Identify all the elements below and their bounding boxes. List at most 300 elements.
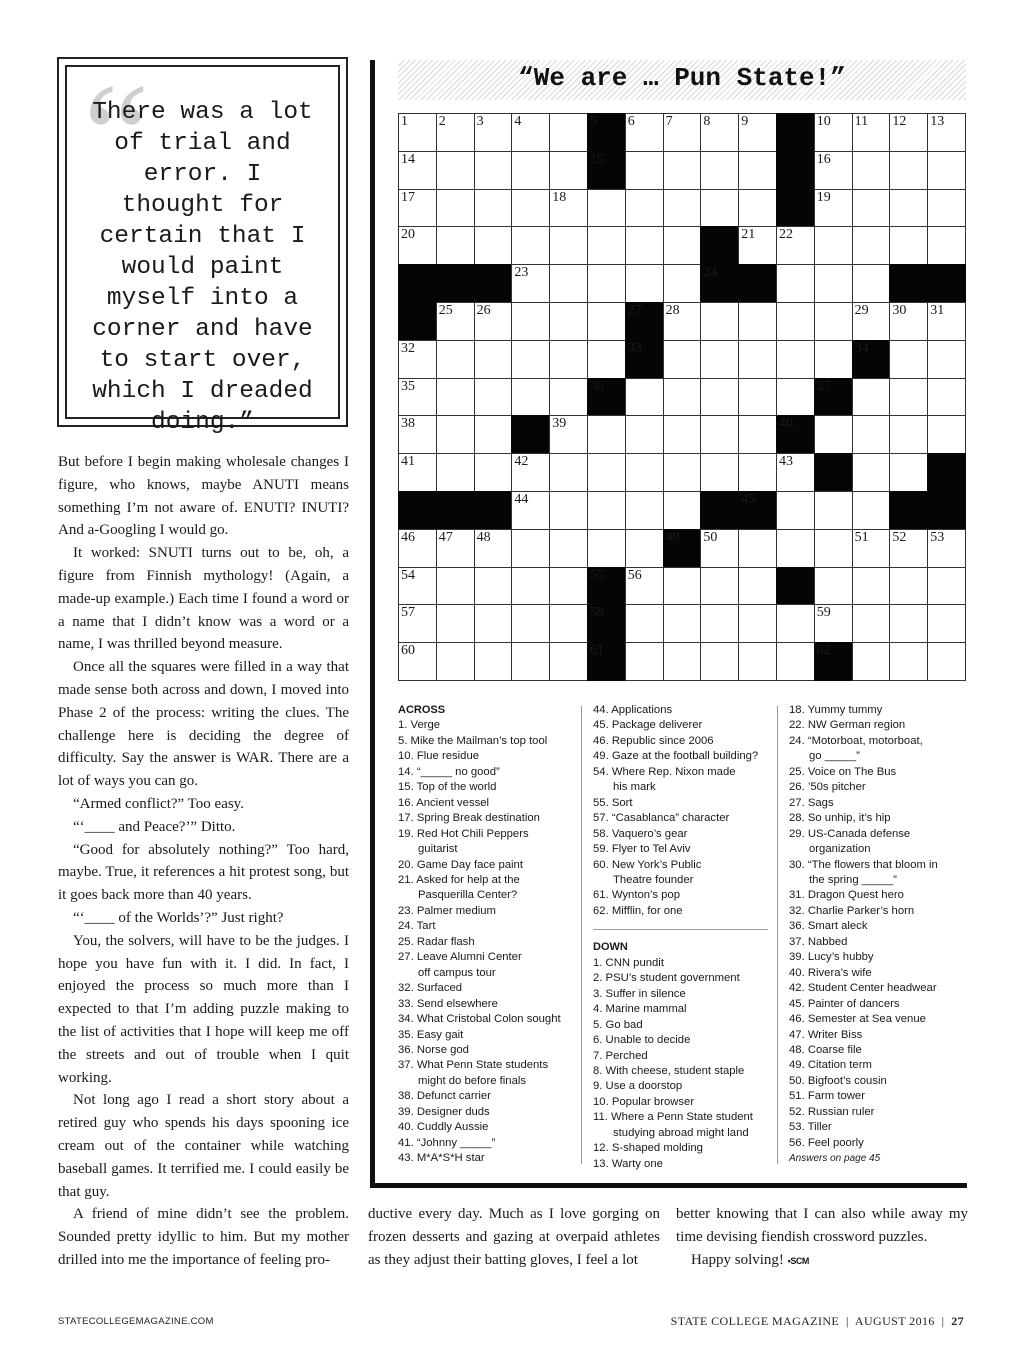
grid-cell[interactable] <box>814 567 853 606</box>
grid-cell[interactable] <box>852 113 891 152</box>
grid-cell[interactable] <box>738 151 777 190</box>
grid-cell[interactable] <box>852 378 891 417</box>
clue: 22. NW German region <box>789 719 906 732</box>
grid-cell[interactable] <box>852 491 891 530</box>
clue-continuation: the spring _____” <box>809 873 897 886</box>
clue: 38. Defunct carrier <box>398 1090 491 1103</box>
grid-cell[interactable] <box>436 113 475 152</box>
clue-number: 4 <box>514 114 522 129</box>
clue-number: 50 <box>703 529 718 545</box>
grid-cell[interactable] <box>398 604 437 643</box>
clue: 1. CNN pundit <box>593 956 664 969</box>
clue-number: 24 <box>703 265 718 281</box>
grid-cell[interactable] <box>587 264 626 303</box>
clue-number: 35 <box>401 378 415 394</box>
grid-cell[interactable] <box>927 604 966 643</box>
grid-cell[interactable] <box>927 378 966 417</box>
clue: 5. Mike the Mailman’s top tool <box>398 734 548 747</box>
grid-cell[interactable] <box>625 604 664 643</box>
grid-cell[interactable] <box>889 340 928 379</box>
grid-cell[interactable] <box>398 226 437 265</box>
grid-cell[interactable] <box>700 529 739 568</box>
grid-cell[interactable] <box>738 226 777 265</box>
black-square <box>663 529 702 568</box>
grid-cell[interactable] <box>398 151 437 190</box>
grid-cell[interactable] <box>700 113 739 152</box>
grid-cell[interactable] <box>776 378 815 417</box>
clue-number: 36 <box>590 378 604 394</box>
black-square <box>814 453 853 492</box>
grid-cell[interactable] <box>511 340 550 379</box>
grid-cell[interactable] <box>398 378 437 417</box>
grid-cell[interactable] <box>549 189 588 228</box>
grid-cell[interactable] <box>398 340 437 379</box>
grid-cell[interactable] <box>776 491 815 530</box>
clue: 10. Popular browser <box>593 1095 695 1108</box>
grid-cell[interactable] <box>814 151 853 190</box>
end-mark: •SCM <box>787 1255 809 1266</box>
grid-cell[interactable] <box>436 340 475 379</box>
grid-cell[interactable] <box>852 302 891 341</box>
grid-cell[interactable] <box>852 264 891 303</box>
grid-cell[interactable] <box>474 453 513 492</box>
puzzle-title-bar <box>398 60 966 100</box>
black-square <box>814 378 853 417</box>
grid-cell[interactable] <box>927 151 966 190</box>
clue-continuation: guitarist <box>418 843 458 856</box>
black-square <box>776 113 815 152</box>
grid-cell[interactable] <box>889 642 928 681</box>
grid-cell[interactable] <box>625 378 664 417</box>
grid-cell[interactable] <box>663 302 702 341</box>
crossword-grid <box>398 113 965 680</box>
grid-cell[interactable] <box>398 529 437 568</box>
clue-number: 48 <box>476 529 491 545</box>
grid-cell[interactable] <box>663 340 702 379</box>
clue-number: 41 <box>401 454 415 470</box>
grid-cell[interactable] <box>889 567 928 606</box>
grid-cell[interactable] <box>511 529 550 568</box>
grid-cell[interactable] <box>814 415 853 454</box>
black-square <box>776 189 815 228</box>
black-square <box>398 491 437 530</box>
grid-cell[interactable] <box>738 642 777 681</box>
grid-cell[interactable] <box>738 415 777 454</box>
grid-cell[interactable] <box>549 113 588 152</box>
grid-cell[interactable] <box>511 567 550 606</box>
grid-cell[interactable] <box>549 415 588 454</box>
grid-cell[interactable] <box>587 453 626 492</box>
clue-number: 20 <box>401 227 415 243</box>
grid-cell[interactable] <box>474 226 513 265</box>
grid-cell[interactable] <box>436 604 475 643</box>
grid-cell[interactable] <box>738 378 777 417</box>
clue: 56. Feel poorly <box>789 1136 864 1149</box>
black-square <box>889 264 928 303</box>
clue-continuation: go _____” <box>809 750 860 763</box>
grid-cell[interactable] <box>474 189 513 228</box>
grid-cell[interactable] <box>474 340 513 379</box>
grid-cell[interactable] <box>776 226 815 265</box>
grid-cell[interactable] <box>814 491 853 530</box>
grid-cell[interactable] <box>663 491 702 530</box>
grid-cell[interactable] <box>511 113 550 152</box>
clue: 15. Top of the world <box>398 781 497 794</box>
grid-cell[interactable] <box>738 113 777 152</box>
clue: 32. Surfaced <box>398 982 463 995</box>
grid-cell[interactable] <box>549 378 588 417</box>
clue-number: 27 <box>627 303 642 318</box>
grid-cell[interactable] <box>663 378 702 417</box>
grid-cell[interactable] <box>549 453 588 492</box>
grid-cell[interactable] <box>511 189 550 228</box>
grid-cell[interactable] <box>889 604 928 643</box>
grid-cell[interactable] <box>663 453 702 492</box>
clue: 45. Painter of dancers <box>789 997 900 1010</box>
clue-number: 34 <box>854 340 869 356</box>
clue-number: 25 <box>438 303 453 318</box>
grid-cell[interactable] <box>738 189 777 228</box>
clue: 2. PSU’s student government <box>593 972 740 985</box>
grid-cell[interactable] <box>474 567 513 606</box>
body-text-left-column <box>58 451 349 1272</box>
grid-cell[interactable] <box>814 302 853 341</box>
grid-cell[interactable] <box>663 642 702 681</box>
clue: 25. Voice on The Bus <box>789 765 897 778</box>
grid-cell[interactable] <box>852 151 891 190</box>
clue-number: 51 <box>854 529 869 545</box>
black-square <box>814 642 853 681</box>
clue-number: 11 <box>854 114 869 129</box>
grid-cell[interactable] <box>700 415 739 454</box>
clue: 31. Dragon Quest hero <box>789 889 904 902</box>
grid-cell[interactable] <box>738 340 777 379</box>
grid-cell[interactable] <box>436 642 475 681</box>
clue: 40. Rivera’s wife <box>789 966 872 979</box>
grid-cell[interactable] <box>436 189 475 228</box>
body-text-middle-column <box>368 1203 660 1271</box>
clue: 41. “Johnny _____” <box>398 1136 496 1149</box>
grid-cell[interactable] <box>474 378 513 417</box>
grid-cell[interactable] <box>398 642 437 681</box>
grid-cell[interactable] <box>663 226 702 265</box>
grid-cell[interactable] <box>398 113 437 152</box>
clue: 25. Radar flash <box>398 935 475 948</box>
grid-cell[interactable] <box>889 529 928 568</box>
clue-number: 62 <box>816 643 831 659</box>
black-square <box>700 491 739 530</box>
grid-cell[interactable] <box>814 529 853 568</box>
grid-cell[interactable] <box>927 226 966 265</box>
grid-cell[interactable] <box>474 151 513 190</box>
down-heading: DOWN <box>593 941 628 954</box>
black-square <box>587 642 626 681</box>
grid-cell[interactable] <box>474 529 513 568</box>
grid-cell[interactable] <box>511 604 550 643</box>
clue: 50. Bigfoot’s cousin <box>789 1074 887 1087</box>
grid-cell[interactable] <box>549 226 588 265</box>
grid-cell[interactable] <box>511 226 550 265</box>
body-paragraph: “‘____ of the Worlds’?” Just right? <box>73 909 284 926</box>
grid-cell[interactable] <box>889 113 928 152</box>
closing-text: Happy solving! <box>691 1251 784 1268</box>
clue: 42. Student Center headwear <box>789 982 937 995</box>
clue: 54. Where Rep. Nixon made <box>593 765 736 778</box>
grid-cell[interactable] <box>398 415 437 454</box>
grid-cell[interactable] <box>587 415 626 454</box>
grid-cell[interactable] <box>663 604 702 643</box>
grid-cell[interactable] <box>663 567 702 606</box>
grid-cell[interactable] <box>436 378 475 417</box>
footer-issue-date: AUGUST 2016 <box>854 1314 935 1328</box>
grid-cell[interactable] <box>700 302 739 341</box>
grid-cell[interactable] <box>625 567 664 606</box>
grid-cell[interactable] <box>776 302 815 341</box>
clue-continuation: his mark <box>613 781 656 794</box>
grid-cell[interactable] <box>549 491 588 530</box>
grid-cell[interactable] <box>549 264 588 303</box>
grid-cell[interactable] <box>814 113 853 152</box>
clue: 49. Gaze at the football building? <box>593 750 759 763</box>
grid-cell[interactable] <box>549 340 588 379</box>
grid-cell[interactable] <box>852 529 891 568</box>
grid-cell[interactable] <box>663 151 702 190</box>
grid-cell[interactable] <box>776 529 815 568</box>
clue-number: 44 <box>514 492 529 507</box>
grid-cell[interactable] <box>700 453 739 492</box>
grid-cell[interactable] <box>814 604 853 643</box>
grid-cell[interactable] <box>889 189 928 228</box>
grid-cell[interactable] <box>776 340 815 379</box>
black-square <box>625 340 664 379</box>
grid-cell[interactable] <box>511 151 550 190</box>
grid-cell[interactable] <box>663 189 702 228</box>
black-square <box>474 264 513 303</box>
grid-cell[interactable] <box>625 189 664 228</box>
clue: 33. Send elsewhere <box>398 997 498 1010</box>
grid-cell[interactable] <box>549 567 588 606</box>
grid-cell[interactable] <box>852 567 891 606</box>
clue-number: 58 <box>590 605 604 621</box>
grid-cell[interactable] <box>852 226 891 265</box>
grid-cell[interactable] <box>663 415 702 454</box>
grid-cell[interactable] <box>625 113 664 152</box>
grid-cell[interactable] <box>663 113 702 152</box>
grid-cell[interactable] <box>776 264 815 303</box>
grid-cell[interactable] <box>927 302 966 341</box>
clues-column-2 <box>593 703 773 1172</box>
grid-cell[interactable] <box>436 453 475 492</box>
clue: 44. Applications <box>593 704 673 716</box>
clue: 55. Sort <box>593 796 633 809</box>
clue-number: 31 <box>930 303 945 318</box>
grid-cell[interactable] <box>700 378 739 417</box>
grid-cell[interactable] <box>625 491 664 530</box>
grid-cell[interactable] <box>511 378 550 417</box>
grid-cell[interactable] <box>625 642 664 681</box>
grid-cell[interactable] <box>511 453 550 492</box>
clue-number: 5 <box>590 114 597 129</box>
grid-cell[interactable] <box>814 226 853 265</box>
grid-cell[interactable] <box>927 340 966 379</box>
grid-cell[interactable] <box>625 453 664 492</box>
grid-cell[interactable] <box>436 302 475 341</box>
grid-cell[interactable] <box>776 453 815 492</box>
grid-cell[interactable] <box>700 189 739 228</box>
black-square <box>436 491 475 530</box>
grid-cell[interactable] <box>700 340 739 379</box>
clue-number: 39 <box>552 416 567 432</box>
clue-number: 21 <box>741 227 756 243</box>
grid-cell[interactable] <box>625 226 664 265</box>
clue-number: 18 <box>552 189 567 205</box>
grid-cell[interactable] <box>474 113 513 152</box>
grid-cell[interactable] <box>436 226 475 265</box>
clue: 24. “Motorboat, motorboat, <box>789 734 923 747</box>
grid-cell[interactable] <box>738 453 777 492</box>
grid-cell[interactable] <box>474 604 513 643</box>
clue-number: 22 <box>779 227 793 243</box>
grid-cell[interactable] <box>587 340 626 379</box>
grid-cell[interactable] <box>852 415 891 454</box>
body-text-right-column <box>676 1203 968 1272</box>
grid-cell[interactable] <box>436 567 475 606</box>
clue-number: 45 <box>741 492 756 507</box>
grid-cell[interactable] <box>587 302 626 341</box>
black-square <box>927 264 966 303</box>
grid-cell[interactable] <box>549 642 588 681</box>
grid-cell[interactable] <box>889 302 928 341</box>
clue-number: 52 <box>892 529 907 545</box>
grid-cell[interactable] <box>889 226 928 265</box>
grid-cell[interactable] <box>852 604 891 643</box>
grid-cell[interactable] <box>852 642 891 681</box>
grid-cell[interactable] <box>738 529 777 568</box>
clue: 39. Lucy’s hubby <box>789 951 874 964</box>
grid-cell[interactable] <box>549 529 588 568</box>
black-square <box>474 491 513 530</box>
grid-cell[interactable] <box>398 453 437 492</box>
black-square <box>511 415 550 454</box>
grid-cell[interactable] <box>927 529 966 568</box>
footer-magazine-name: STATE COLLEGE MAGAZINE <box>670 1314 840 1328</box>
grid-cell[interactable] <box>511 302 550 341</box>
grid-cell[interactable] <box>549 151 588 190</box>
clue: 27. Sags <box>789 796 834 809</box>
grid-cell[interactable] <box>738 302 777 341</box>
clue-number: 15 <box>590 151 604 167</box>
grid-cell[interactable] <box>625 151 664 190</box>
black-square <box>587 604 626 643</box>
grid-cell[interactable] <box>889 151 928 190</box>
grid-cell[interactable] <box>474 302 513 341</box>
clue-continuation: might do before finals <box>418 1074 527 1087</box>
clue-number: 33 <box>627 340 642 356</box>
puzzle-frame-left-rule <box>370 60 375 1188</box>
grid-cell[interactable] <box>927 113 966 152</box>
grid-cell[interactable] <box>700 642 739 681</box>
clue-number: 7 <box>665 114 673 129</box>
grid-cell[interactable] <box>814 189 853 228</box>
clue: 53. Tiller <box>789 1121 832 1134</box>
clue: 20. Game Day face paint <box>398 858 523 871</box>
clue-number: 12 <box>892 114 907 129</box>
grid-cell[interactable] <box>889 378 928 417</box>
grid-cell[interactable] <box>700 567 739 606</box>
grid-cell[interactable] <box>587 226 626 265</box>
clue: 37. Nabbed <box>789 935 848 948</box>
grid-cell[interactable] <box>700 604 739 643</box>
clue-number: 55 <box>590 567 604 583</box>
grid-cell[interactable] <box>511 642 550 681</box>
grid-cell[interactable] <box>814 340 853 379</box>
clue: 46. Semester at Sea venue <box>789 1013 926 1026</box>
clue: 24. Tart <box>398 920 436 933</box>
grid-cell[interactable] <box>927 189 966 228</box>
grid-cell[interactable] <box>889 453 928 492</box>
grid-cell[interactable] <box>852 453 891 492</box>
grid-cell[interactable] <box>549 604 588 643</box>
down-divider <box>593 929 768 930</box>
grid-cell[interactable] <box>436 529 475 568</box>
grid-cell[interactable] <box>625 415 664 454</box>
grid-cell[interactable] <box>738 567 777 606</box>
grid-cell[interactable] <box>814 264 853 303</box>
footer-website: STATECOLLEGEMAGAZINE.COM <box>58 1316 214 1327</box>
grid-cell[interactable] <box>625 264 664 303</box>
grid-cell[interactable] <box>398 567 437 606</box>
grid-cell[interactable] <box>738 604 777 643</box>
grid-cell[interactable] <box>889 415 928 454</box>
grid-cell[interactable] <box>625 529 664 568</box>
grid-cell[interactable] <box>474 642 513 681</box>
grid-cell[interactable] <box>511 264 550 303</box>
clue: 49. Citation term <box>789 1059 872 1072</box>
grid-cell[interactable] <box>663 264 702 303</box>
clue: 12. S-shaped molding <box>593 1142 703 1155</box>
grid-cell[interactable] <box>549 302 588 341</box>
grid-cell[interactable] <box>587 491 626 530</box>
clue: 16. Ancient vessel <box>398 796 490 809</box>
grid-cell[interactable] <box>474 415 513 454</box>
grid-cell[interactable] <box>852 189 891 228</box>
clue-number: 54 <box>401 567 415 583</box>
clue-number: 49 <box>665 529 680 545</box>
clue-number: 9 <box>741 114 749 129</box>
grid-cell[interactable] <box>927 415 966 454</box>
grid-cell[interactable] <box>511 491 550 530</box>
grid-cell[interactable] <box>700 151 739 190</box>
grid-cell[interactable] <box>398 189 437 228</box>
grid-cell[interactable] <box>776 642 815 681</box>
grid-cell[interactable] <box>776 604 815 643</box>
black-square <box>398 264 437 303</box>
grid-cell[interactable] <box>587 189 626 228</box>
clue: 5. Go bad <box>593 1018 643 1031</box>
grid-cell[interactable] <box>587 529 626 568</box>
black-square <box>776 151 815 190</box>
body-paragraph: “‘____ and Peace?’” Ditto. <box>73 818 236 835</box>
clue-column-divider <box>777 706 778 1164</box>
clue: 1. Verge <box>398 719 441 732</box>
grid-cell[interactable] <box>436 151 475 190</box>
clue: 48. Coarse file <box>789 1043 862 1056</box>
clue: 17. Spring Break destination <box>398 812 540 825</box>
body-paragraph: A friend of mine didn’t see the problem. Sounded pretty idyllic to him. But my mother drilled into me the importance of feeling pro- <box>58 1206 349 1268</box>
grid-cell[interactable] <box>927 642 966 681</box>
grid-cell[interactable] <box>927 567 966 606</box>
grid-cell[interactable] <box>436 415 475 454</box>
